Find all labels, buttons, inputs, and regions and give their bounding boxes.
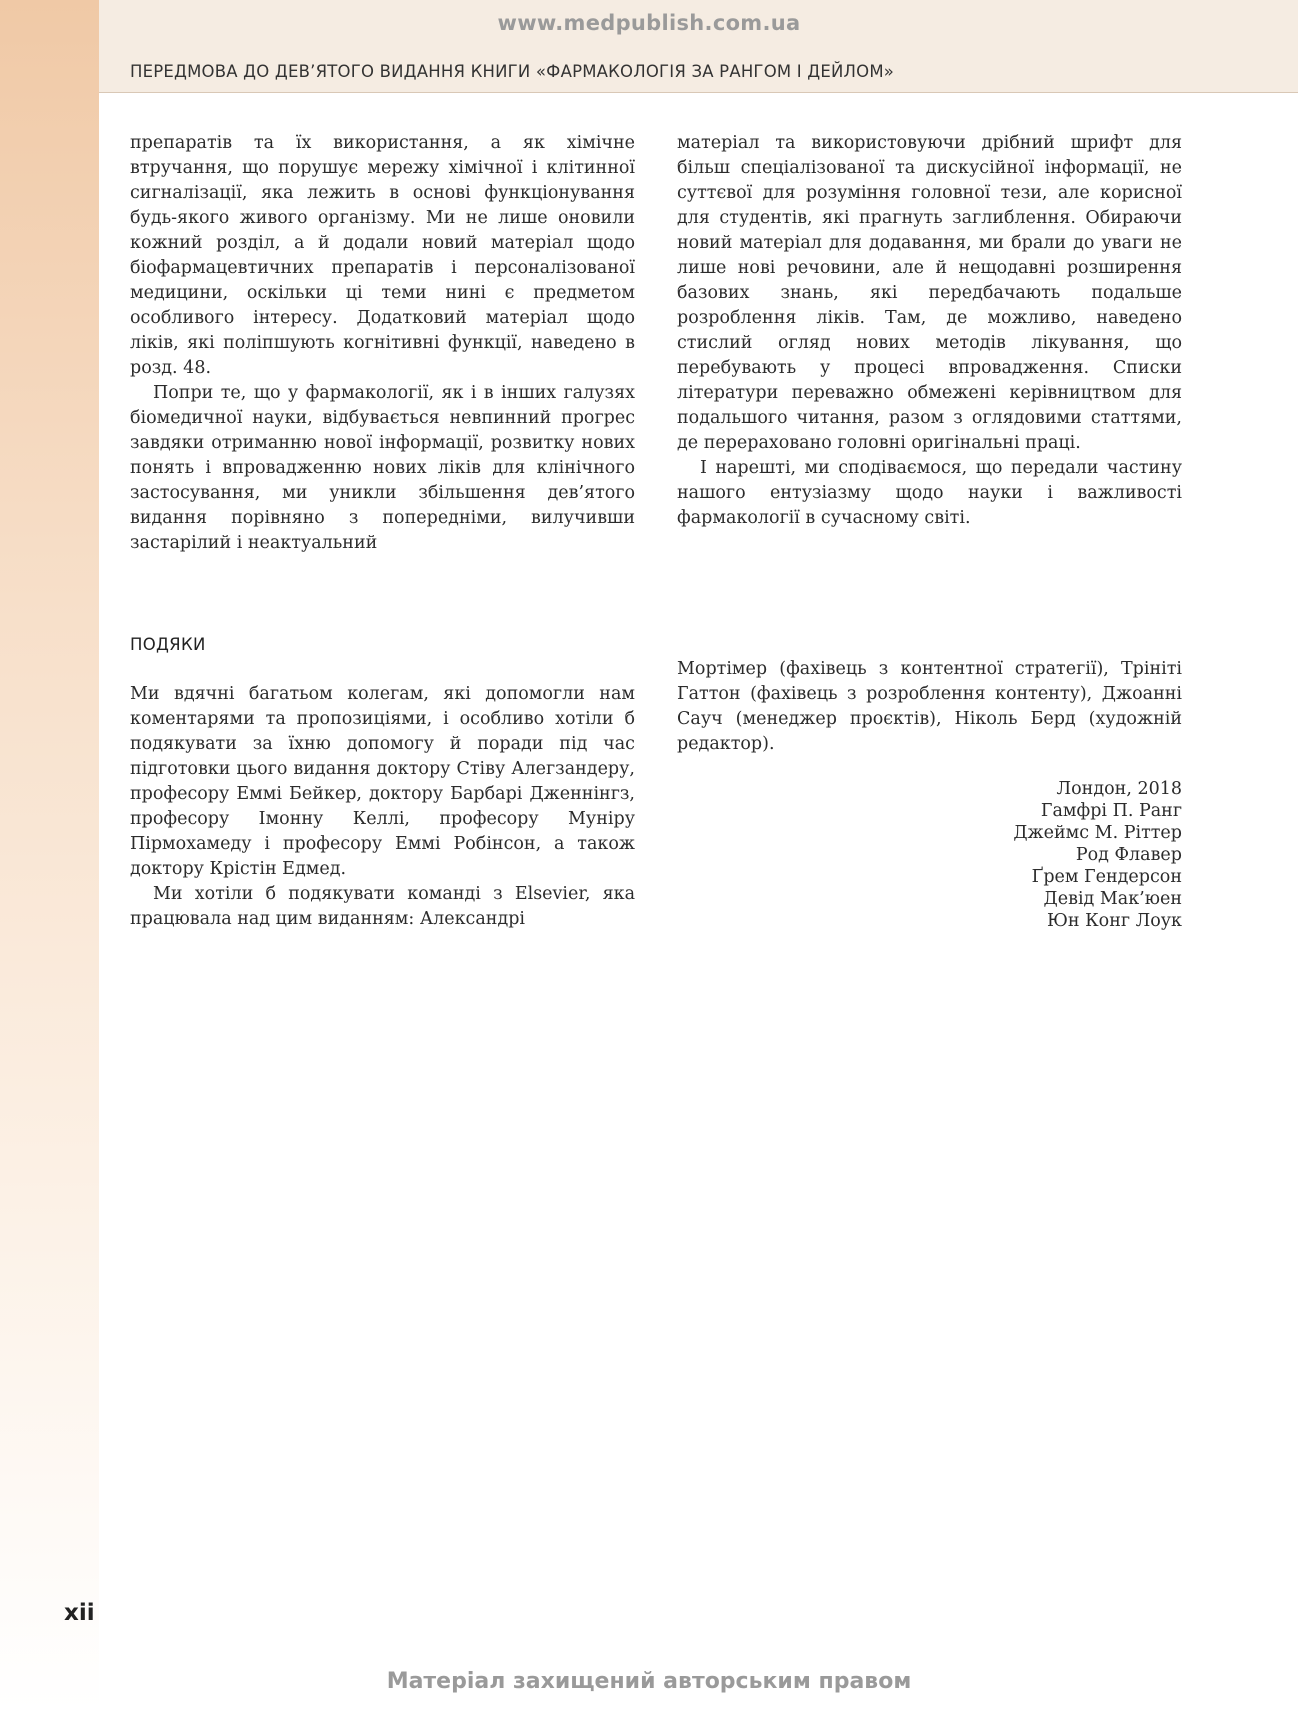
preface-right-column: [677, 131, 1182, 531]
author-name: Юн Конг Лоук: [1047, 911, 1182, 931]
preface-paragraph: Попри те, що у фармакології, як і в інших галузях біомедичної науки, відбувається невпинний прогрес завдяки отриманню нової інформації, розвитку нових понять і впровадженню нових ліків для клінічного застосування, ми уникли збільшення дев’ятого видання порівняно з попередніми, вилучивши застарілий і неактуальний: [130, 383, 635, 553]
header-divider: [99, 92, 1298, 93]
acknowledgements-paragraph: Ми вдячні багатьом колегам, які допомогли нам коментарями та пропозиціями, і особливо хотіли б подякувати за їхню допомогу й поради під час підготовки цього видання доктору Стіву Алегзандеру, професору Еммі Бейкер, доктору Барбарі Дженнінгз, професору Імонну Келлі, професору Муніру Пірмохамеду і професору Еммі Робінсон, а також доктору Крістін Едмед.: [130, 684, 635, 879]
preface-paragraph: матеріал та використовуючи дрібний шрифт для більш спеціалізованої та дискусійної інформації, не суттєвої для розуміння головної тези, але корисної для студентів, які прагнуть заглиблення. Обираючи новий матеріал для додавання, ми брали до уваги не лише нові речовини, але й нещодавні розширення базових знань, які передбачають подальше розроблення ліків. Там, де можливо, наведено стислий огляд нових методів лікування, що перебувають у процесі впровадження. Списки літератури переважно обмежені керівництвом для подальшого читання, разом з оглядовими статтями, де перераховано головні оригінальні праці.: [677, 133, 1182, 453]
running-head: ПЕРЕДМОВА ДО ДЕВ’ЯТОГО ВИДАННЯ КНИГИ «ФАРМАКОЛОГІЯ ЗА РАНГОМ І ДЕЙЛОМ»: [130, 62, 895, 81]
preface-left-column: [130, 131, 635, 556]
signature-block: [800, 778, 1182, 932]
acknowledgements-heading: ПОДЯКИ: [130, 635, 206, 654]
copyright-notice: Матеріал захищений авторським правом: [386, 1669, 912, 1694]
author-name: Девід Мак’юен: [1043, 889, 1182, 909]
acknowledgements-left-column: [130, 682, 635, 932]
author-name: Род Флавер: [1075, 845, 1182, 865]
acknowledgements-paragraph: Мортімер (фахівець з контентної стратегії), Трініті Гаттон (фахівець з розроблення контенту), Джоанні Сауч (менеджер проєктів), Ніколь Берд (художній редактор).: [677, 659, 1182, 754]
acknowledgements-right-column: [677, 657, 1182, 757]
author-name: Ґрем Гендерсон: [1031, 867, 1182, 887]
preface-paragraph: І нарешті, ми сподіваємося, що передали частину нашого ентузіазму щодо науки і важливості фармакології в сучасному світі.: [677, 458, 1182, 528]
author-name: Джеймс М. Ріттер: [1013, 823, 1182, 843]
watermark-url: www.medpublish.com.ua: [497, 11, 801, 35]
side-color-band: [0, 0, 99, 1711]
acknowledgements-paragraph: Ми хотіли б подякувати команді з Elsevier, яка працювала над цим виданням: Александрі: [130, 884, 635, 929]
preface-paragraph: препаратів та їх використання, а як хімічне втручання, що порушує мережу хімічної і клітинної сигналізації, яка лежить в основі функціонування будь-якого живого організму. Ми не лише оновили кожний розділ, а й додали новий матеріал щодо біофармацевтичних препаратів і персоналізованої медицини, оскільки ці теми нині є предметом особливого інтересу. Додатковий матеріал щодо ліків, які поліпшують когнітивні функції, наведено в розд. 48.: [130, 133, 635, 378]
page-number: xii: [64, 1600, 95, 1626]
author-name: Гамфрі П. Ранг: [1040, 801, 1182, 821]
place-date: Лондон, 2018: [1056, 779, 1182, 799]
